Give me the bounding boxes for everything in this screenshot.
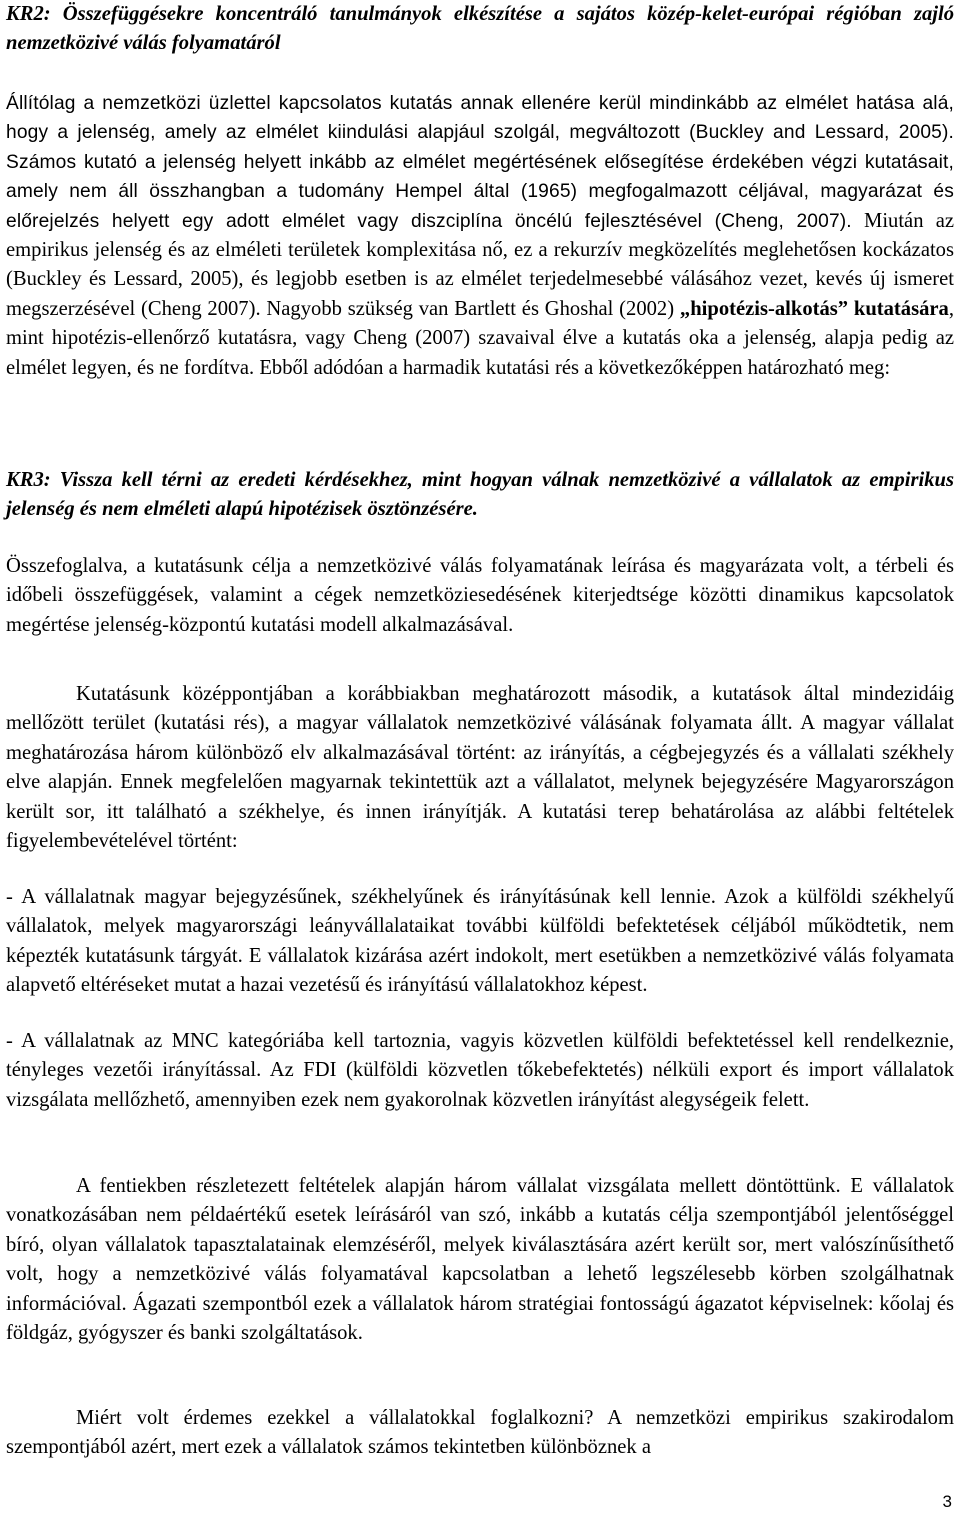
page-number: 3 (942, 1492, 952, 1511)
paragraph-summary: Összefoglalva, a kutatásunk célja a nemzetközivé válás folyamatának leírása és magyarázata volt, a térbeli és időbeli összefüggések, valamint a cégek nemzetköziesedésének kiterjedtsége közötti dinamikus kapcsolatok megértése jelenség-központú kutatási modell alkalmazásával. (6, 555, 954, 636)
sentence-3: Miután az empirikus jelenség és az elméleti területek komplexitása nő, ez a rekurzív megközelítés meglehetősen kockázatos (Buckley és Lessard, 2005), és legjobb esetben is az elmélet terjedelmesebbé válásához vezet, kevés új ismeret megszerzésével (Cheng 2007). (6, 209, 954, 320)
sentence-sans-2: Számos kutató a jelenség helyett inkább az elmélet megértésének elősegítése érdekében végzi kutatásait, amely nem áll összhangban a tudomány Hempel által (1965) megfogalmazott céljával, magyarázat és előrejelzés helyett egy adott elmélet vagy diszciplína öncélú fejlesztésével (Cheng, 2007). (6, 151, 954, 232)
bold-phrase: „hipotézis-alkotás” kutatására (679, 297, 949, 320)
sentence-sans-1: Állítólag a nemzetközi üzlettel kapcsolatos kutatás annak ellenére kerül mindinkább az elmélet hatása alá, hogy a jelenség, amely az elmélet kiindulási alapjául szolgál, megváltozott (Buckley and Lessard, 2005). (6, 93, 954, 144)
paragraph-why: Miért volt érdemes ezekkel a vállalatokkal foglalkozni? A nemzetközi empirikus szakirodalom szempontjából azért, mert ezek a vállalatok számos tekintetben különböznek a (6, 1407, 954, 1459)
condition-item-2: - A vállalatnak az MNC kategóriába kell tartoznia, vagyis közvetlen külföldi befektetéssel kell rendelkeznie, tényleges vezetői irányítással. Az FDI (külföldi közvetlen tőkebefektetés) nélküli export és import vállalatok vizsgálata mellőzhető, amennyiben ezek nem gyakorolnak közvetlen irányítást alegységeik felett. (6, 1030, 954, 1111)
condition-item-1: - A vállalatnak magyar bejegyzésűnek, székhelyűnek és irányításúnak kell lennie. Azok a külföldi székhelyű vállalatok, melyek magyarországi leányvállalataikat további külföldi befektetések céljából működtetik, nem képezték kutatásunk tárgyát. E vállalatok kizárása azért indokolt, mert esetükben a nemzetközivé válás folyamata alapvető eltéréseket mutat a hazai vezetésű és irányítású vállalatokhoz képest. (6, 886, 954, 997)
paragraph-theory-critique (6, 89, 954, 383)
paragraph-selection: A fentiekben részletezett feltételek alapján három vállalat vizsgálata mellett döntöttünk. E vállalatok vonatkozásában nem példaértékű esetek leírásáról van szó, inkább a kutatás célja szempontjából jelentőséggel bíró, olyan vállalatok tapasztalatainak elemzéséről, melyek kiválasztására azért került sor, mert valószínűsíthető volt, hogy a nemzetközivé válás folyamatával kapcsolatban a lehető legszélesebb körben szolgálhatnak információval. Ágazati szempontból ezek a vállalatok három stratégiai fontosságú ágazatot képviselnek: kőolaj és földgáz, gyógyszer és banki szolgáltatások. (6, 1175, 954, 1345)
kr3-heading: KR3: Vissza kell térni az eredeti kérdésekhez, mint hogyan válnak nemzetközivé a vállalatok az empirikus jelenség és nem elméleti alapú hipotézisek ösztönzésére. (6, 469, 954, 521)
kr2-heading: KR2: Összefüggésekre koncentráló tanulmányok elkészítése a sajátos közép-kelet-európai régióban zajló nemzetközivé válás folyamatáról (6, 3, 954, 55)
paragraph-research-focus: Kutatásunk középpontjában a korábbiakban meghatározott második, a kutatások által mindezidáig mellőzött terület (kutatási rés), a magyar vállalatok nemzetközivé válásának folyamata állt. A magyar vállalat meghatározása három különböző elv alkalmazásával történt: az irányítás, a cégbejegyzés és a vállalati székhely elve alapján. Ennek megfelelően magyarnak tekintettük azt a vállalatot, melynek bejegyzésére Magyarországon került sor, itt található a székhelye, és innen irányítják. A kutatási terep behatárolása az alábbi feltételek figyelembevételével történt: (6, 683, 954, 853)
sentence-4: Nagyobb szükség van Bartlett és Ghoshal (2002) (260, 297, 680, 320)
sentence-5: , mint hipotézis-ellenőrző kutatásra, vagy Cheng (2007) szavaival élve a kutatás oka a jelenség, alapja pedig az elmélet legyen, és ne fordítva. Ebből adódóan a harmadik kutatási rés a következőképpen határozható meg: (6, 297, 954, 379)
